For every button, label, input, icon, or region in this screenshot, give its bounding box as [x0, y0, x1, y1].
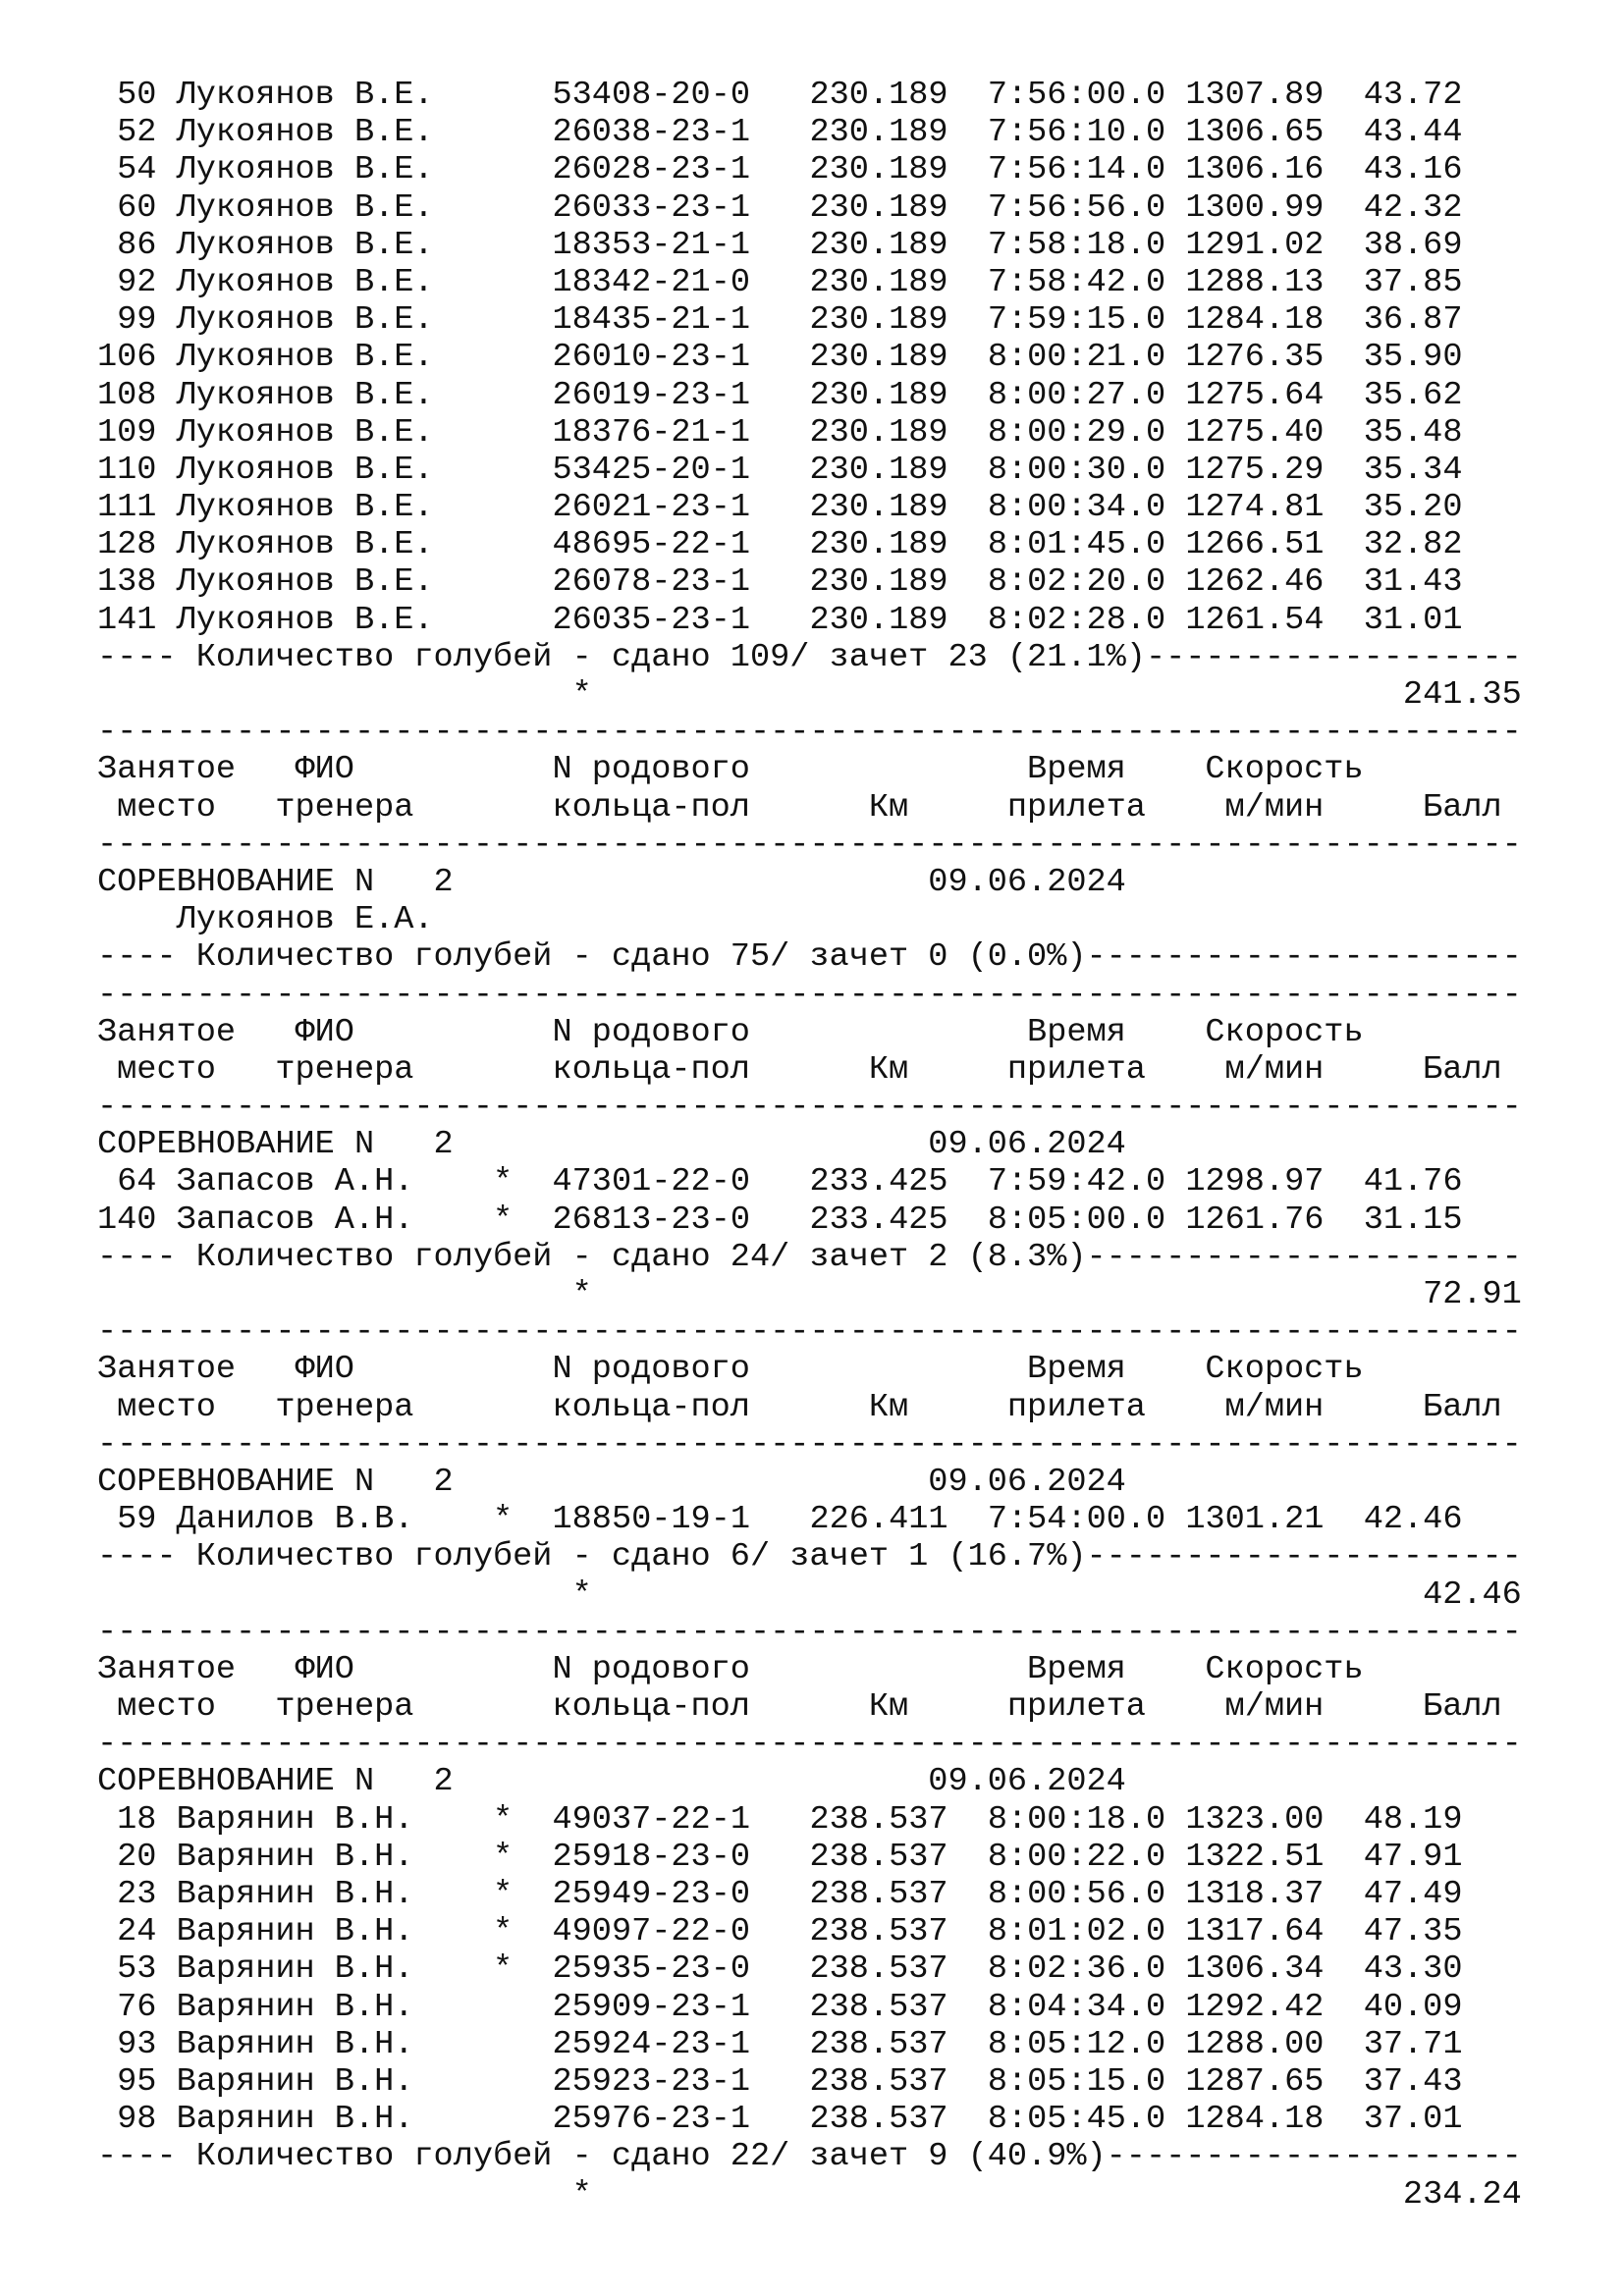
- total-marker: *: [97, 676, 592, 714]
- place: 52: [97, 114, 157, 152]
- place: 24: [97, 1913, 157, 1951]
- place: 98: [97, 2101, 157, 2139]
- total-score: 234.24: [591, 2175, 1522, 2214]
- distance-km: 230.189: [789, 563, 948, 602]
- place: 86: [97, 226, 157, 264]
- place: 95: [97, 2062, 157, 2101]
- control-star: [493, 2101, 513, 2138]
- arrival-time: 8:02:36.0: [987, 1950, 1166, 1989]
- place: 53: [97, 1950, 157, 1989]
- distance-km: 230.189: [789, 451, 948, 489]
- result-row: [97, 526, 1522, 563]
- speed: 1261.54: [1185, 601, 1325, 639]
- score: 32.82: [1343, 526, 1463, 564]
- distance-km: 230.189: [789, 263, 948, 301]
- pigeon-owner-name: Лукоянов В.Е.: [176, 151, 454, 189]
- result-row: [97, 414, 1522, 452]
- ring-number: 18342-21-0: [552, 263, 751, 301]
- pigeon-owner-name: Лукоянов В.Е.: [176, 376, 454, 414]
- distance-km: 230.189: [789, 151, 948, 189]
- arrival-time: 8:05:15.0: [987, 2062, 1166, 2101]
- control-star: [493, 264, 513, 301]
- control-star: *: [493, 1163, 514, 1201]
- score: 37.01: [1343, 2101, 1463, 2139]
- pigeon-owner-name: Лукоянов В.Е.: [176, 263, 454, 301]
- score: 37.71: [1343, 2025, 1463, 2063]
- result-row: [97, 377, 1522, 414]
- ring-number: 26038-23-1: [552, 114, 751, 152]
- distance-km: 230.189: [789, 188, 948, 227]
- speed: 1275.29: [1185, 451, 1325, 489]
- place: 54: [97, 151, 157, 189]
- distance-km: 230.189: [789, 489, 948, 527]
- distance-km: 238.537: [789, 2101, 948, 2139]
- control-star: [493, 526, 513, 563]
- separator-line: ------------------------------------------------------------------------: [97, 976, 1522, 1014]
- distance-km: 230.189: [789, 413, 948, 452]
- result-row: [97, 1201, 1522, 1239]
- control-star: *: [493, 1913, 514, 1951]
- separator-line: ------------------------------------------------------------------------: [97, 1425, 1522, 1464]
- arrival-time: 8:00:21.0: [987, 339, 1166, 377]
- place: 50: [97, 77, 157, 114]
- score: 37.43: [1343, 2062, 1463, 2101]
- score: 35.48: [1343, 413, 1463, 452]
- result-row: [97, 339, 1522, 376]
- pigeon-owner-name: Лукоянов В.Е.: [176, 601, 454, 639]
- place: 108: [97, 376, 157, 414]
- pigeon-owner-name: Лукоянов В.Е.: [176, 339, 454, 377]
- pigeon-owner-name: Лукоянов В.Е.: [176, 301, 454, 340]
- speed: 1318.37: [1185, 1876, 1325, 1913]
- place: 99: [97, 301, 157, 340]
- arrival-time: 7:59:15.0: [987, 301, 1166, 340]
- score: 35.20: [1343, 489, 1463, 527]
- speed: 1323.00: [1185, 1800, 1325, 1839]
- place: 92: [97, 263, 157, 301]
- speed: 1288.00: [1185, 2025, 1325, 2063]
- pigeon-owner-name: Варянин В.Н.: [176, 2101, 454, 2139]
- arrival-time: 7:58:42.0: [987, 263, 1166, 301]
- speed: 1298.97: [1185, 1163, 1325, 1201]
- place: 128: [97, 526, 157, 564]
- ring-number: 25935-23-0: [552, 1950, 751, 1989]
- distance-km: 233.425: [789, 1201, 948, 1239]
- separator-line: ------------------------------------------------------------------------: [97, 1613, 1522, 1651]
- control-star: [493, 114, 513, 151]
- arrival-time: 7:58:18.0: [987, 226, 1166, 264]
- result-row: [97, 189, 1522, 227]
- control-star: [493, 151, 513, 188]
- owner-name-line: Лукоянов Е.А.: [97, 901, 434, 939]
- total-score: 42.46: [591, 1575, 1522, 1614]
- competition-title: СОРЕВНОВАНИЕ N 2 09.06.2024: [97, 863, 1126, 901]
- control-star: [493, 189, 513, 227]
- score: 43.30: [1343, 1950, 1463, 1989]
- result-row: [97, 151, 1522, 188]
- arrival-time: 7:54:00.0: [987, 1501, 1166, 1539]
- arrival-time: 8:00:30.0: [987, 451, 1166, 489]
- place: 141: [97, 601, 157, 639]
- speed: 1292.42: [1185, 1988, 1325, 2026]
- arrival-time: 8:00:29.0: [987, 413, 1166, 452]
- result-row: [97, 2101, 1522, 2138]
- pigeon-owner-name: Лукоянов В.Е.: [176, 451, 454, 489]
- distance-km: 230.189: [789, 526, 948, 564]
- speed: 1276.35: [1185, 339, 1325, 377]
- pigeon-owner-name: Варянин В.Н.: [176, 1950, 454, 1989]
- arrival-time: 8:05:45.0: [987, 2101, 1166, 2139]
- ring-number: 18353-21-1: [552, 226, 751, 264]
- control-star: *: [493, 1876, 514, 1913]
- score: 41.76: [1343, 1163, 1463, 1201]
- total-line: [97, 1576, 1522, 1614]
- control-star: *: [493, 1201, 514, 1239]
- arrival-time: 7:56:00.0: [987, 77, 1166, 114]
- distance-km: 233.425: [789, 1163, 948, 1201]
- distance-km: 230.189: [789, 114, 948, 152]
- separator-line: ------------------------------------------------------------------------: [97, 714, 1522, 752]
- result-row: [97, 489, 1522, 526]
- total-score: 241.35: [591, 676, 1522, 714]
- speed: 1275.64: [1185, 376, 1325, 414]
- total-marker: *: [97, 1575, 592, 1614]
- score: 43.72: [1343, 77, 1463, 114]
- control-star: [493, 377, 513, 414]
- pigeon-owner-name: Данилов В.В.: [176, 1501, 454, 1539]
- speed: 1301.21: [1185, 1501, 1325, 1539]
- control-star: [493, 452, 513, 489]
- speed: 1306.16: [1185, 151, 1325, 189]
- control-star: [493, 489, 513, 526]
- place: 59: [97, 1501, 157, 1539]
- total-line: [97, 676, 1522, 714]
- ring-number: 48695-22-1: [552, 526, 751, 564]
- result-row: [97, 2026, 1522, 2063]
- speed: 1307.89: [1185, 77, 1325, 114]
- control-star: [493, 602, 513, 639]
- place: 20: [97, 1838, 157, 1876]
- separator-line: ------------------------------------------------------------------------: [97, 1313, 1522, 1352]
- pigeon-owner-name: Лукоянов В.Е.: [176, 526, 454, 564]
- ring-number: 49097-22-0: [552, 1913, 751, 1951]
- results-printout: [97, 77, 1522, 2214]
- place: 106: [97, 339, 157, 377]
- ring-number: 26813-23-0: [552, 1201, 751, 1239]
- ring-number: 25976-23-1: [552, 2101, 751, 2139]
- competition-title: СОРЕВНОВАНИЕ N 2 09.06.2024: [97, 1126, 1126, 1164]
- speed: 1322.51: [1185, 1838, 1325, 1876]
- score: 35.34: [1343, 451, 1463, 489]
- score: 35.90: [1343, 339, 1463, 377]
- arrival-time: 8:05:00.0: [987, 1201, 1166, 1239]
- result-row: [97, 114, 1522, 151]
- result-row: [97, 264, 1522, 301]
- pigeon-owner-name: Запасов А.Н.: [176, 1201, 454, 1239]
- result-row: [97, 563, 1522, 601]
- score: 31.43: [1343, 563, 1463, 602]
- distance-km: 238.537: [789, 1913, 948, 1951]
- distance-km: 230.189: [789, 601, 948, 639]
- ring-number: 26019-23-1: [552, 376, 751, 414]
- speed: 1266.51: [1185, 526, 1325, 564]
- control-star: [493, 227, 513, 264]
- result-row: [97, 602, 1522, 639]
- distance-km: 230.189: [789, 301, 948, 340]
- place: 138: [97, 563, 157, 602]
- pigeon-owner-name: Лукоянов В.Е.: [176, 563, 454, 602]
- summary-line: ---- Количество голубей - сдано 6/ зачет 1 (16.7%)----------------------: [97, 1538, 1522, 1576]
- control-star: [493, 2026, 513, 2063]
- pigeon-owner-name: Лукоянов В.Е.: [176, 77, 454, 114]
- summary-line: ---- Количество голубей - сдано 109/ зачет 23 (21.1%)-------------------: [97, 638, 1522, 676]
- score: 38.69: [1343, 226, 1463, 264]
- speed: 1275.40: [1185, 413, 1325, 452]
- pigeon-owner-name: Варянин В.Н.: [176, 1988, 454, 2026]
- distance-km: 238.537: [789, 1950, 948, 1989]
- ring-number: 26028-23-1: [552, 151, 751, 189]
- arrival-time: 8:01:02.0: [987, 1913, 1166, 1951]
- pigeon-owner-name: Лукоянов В.Е.: [176, 226, 454, 264]
- result-row: [97, 1839, 1522, 1876]
- distance-km: 238.537: [789, 1988, 948, 2026]
- column-header-line-2: место тренера кольца-пол Км прилета м/мин Балл: [97, 1388, 1502, 1426]
- place: 140: [97, 1201, 157, 1239]
- separator-line: ------------------------------------------------------------------------: [97, 1726, 1522, 1764]
- arrival-time: 8:04:34.0: [987, 1988, 1166, 2026]
- control-star: [493, 1989, 513, 2026]
- score: 43.16: [1343, 151, 1463, 189]
- place: 60: [97, 188, 157, 227]
- control-star: [493, 301, 513, 339]
- speed: 1262.46: [1185, 563, 1325, 602]
- distance-km: 230.189: [789, 77, 948, 114]
- competition-title: СОРЕВНОВАНИЕ N 2 09.06.2024: [97, 1463, 1126, 1501]
- ring-number: 53425-20-1: [552, 451, 751, 489]
- score: 42.46: [1343, 1501, 1463, 1539]
- column-header-line-1: Занятое ФИО N родового Время Скорость: [97, 1650, 1364, 1688]
- place: 23: [97, 1876, 157, 1913]
- distance-km: 226.411: [789, 1501, 948, 1539]
- score: 31.01: [1343, 601, 1463, 639]
- ring-number: 18435-21-1: [552, 301, 751, 340]
- result-row: [97, 1913, 1522, 1950]
- score: 42.32: [1343, 188, 1463, 227]
- result-row: [97, 452, 1522, 489]
- speed: 1287.65: [1185, 2062, 1325, 2101]
- summary-line: ---- Количество голубей - сдано 75/ зачет 0 (0.0%)----------------------: [97, 938, 1522, 977]
- speed: 1284.18: [1185, 301, 1325, 340]
- ring-number: 49037-22-1: [552, 1800, 751, 1839]
- score: 37.85: [1343, 263, 1463, 301]
- result-row: [97, 1801, 1522, 1839]
- speed: 1261.76: [1185, 1201, 1325, 1239]
- total-marker: *: [97, 1276, 592, 1313]
- distance-km: 238.537: [789, 2062, 948, 2101]
- pigeon-owner-name: Лукоянов В.Е.: [176, 188, 454, 227]
- ring-number: 18850-19-1: [552, 1501, 751, 1539]
- speed: 1300.99: [1185, 188, 1325, 227]
- pigeon-owner-name: Варянин В.Н.: [176, 1838, 454, 1876]
- arrival-time: 8:02:28.0: [987, 601, 1166, 639]
- total-line: [97, 2176, 1522, 2214]
- ring-number: 47301-22-0: [552, 1163, 751, 1201]
- place: 93: [97, 2025, 157, 2063]
- distance-km: 238.537: [789, 1838, 948, 1876]
- score: 47.35: [1343, 1913, 1463, 1951]
- speed: 1274.81: [1185, 489, 1325, 527]
- result-row: [97, 1876, 1522, 1913]
- summary-line: ---- Количество голубей - сдано 22/ зачет 9 (40.9%)---------------------: [97, 2138, 1522, 2176]
- separator-line: ------------------------------------------------------------------------: [97, 1089, 1522, 1127]
- distance-km: 230.189: [789, 226, 948, 264]
- control-star: *: [493, 1501, 514, 1539]
- control-star: [493, 77, 513, 114]
- pigeon-owner-name: Лукоянов В.Е.: [176, 489, 454, 527]
- control-star: [493, 2063, 513, 2101]
- result-row: [97, 1501, 1522, 1538]
- distance-km: 238.537: [789, 2025, 948, 2063]
- arrival-time: 7:56:14.0: [987, 151, 1166, 189]
- distance-km: 238.537: [789, 1800, 948, 1839]
- score: 35.62: [1343, 376, 1463, 414]
- pigeon-owner-name: Лукоянов В.Е.: [176, 413, 454, 452]
- ring-number: 25924-23-1: [552, 2025, 751, 2063]
- column-header-line-1: Занятое ФИО N родового Время Скорость: [97, 751, 1364, 789]
- column-header-line-2: место тренера кольца-пол Км прилета м/мин Балл: [97, 788, 1502, 827]
- competition-title: СОРЕВНОВАНИЕ N 2 09.06.2024: [97, 1763, 1126, 1801]
- ring-number: 25923-23-1: [552, 2062, 751, 2101]
- place: 64: [97, 1163, 157, 1201]
- column-header-line-1: Занятое ФИО N родового Время Скорость: [97, 1351, 1364, 1389]
- column-header-line-2: место тренера кольца-пол Км прилета м/мин Балл: [97, 1688, 1502, 1727]
- ring-number: 26021-23-1: [552, 489, 751, 527]
- result-row: [97, 77, 1522, 114]
- speed: 1306.65: [1185, 114, 1325, 152]
- ring-number: 26010-23-1: [552, 339, 751, 377]
- result-row: [97, 1950, 1522, 1988]
- summary-line: ---- Количество голубей - сдано 24/ зачет 2 (8.3%)----------------------: [97, 1238, 1522, 1276]
- control-star: *: [493, 1800, 514, 1839]
- control-star: [493, 339, 513, 376]
- score: 31.15: [1343, 1201, 1463, 1239]
- ring-number: 18376-21-1: [552, 413, 751, 452]
- place: 76: [97, 1988, 157, 2026]
- place: 111: [97, 489, 157, 527]
- result-row: [97, 1989, 1522, 2026]
- total-marker: *: [97, 2175, 592, 2214]
- arrival-time: 8:05:12.0: [987, 2025, 1166, 2063]
- score: 43.44: [1343, 114, 1463, 152]
- control-star: *: [493, 1950, 514, 1989]
- arrival-time: 8:00:34.0: [987, 489, 1166, 527]
- ring-number: 26035-23-1: [552, 601, 751, 639]
- speed: 1317.64: [1185, 1913, 1325, 1951]
- ring-number: 25918-23-0: [552, 1838, 751, 1876]
- arrival-time: 8:01:45.0: [987, 526, 1166, 564]
- arrival-time: 7:56:56.0: [987, 188, 1166, 227]
- score: 36.87: [1343, 301, 1463, 340]
- place: 110: [97, 451, 157, 489]
- arrival-time: 8:00:22.0: [987, 1838, 1166, 1876]
- speed: 1306.34: [1185, 1950, 1325, 1989]
- ring-number: 25909-23-1: [552, 1988, 751, 2026]
- pigeon-owner-name: Варянин В.Н.: [176, 1913, 454, 1951]
- column-header-line-1: Занятое ФИО N родового Время Скорость: [97, 1013, 1364, 1051]
- result-row: [97, 2063, 1522, 2101]
- total-score: 72.91: [591, 1276, 1522, 1313]
- control-star: *: [493, 1838, 514, 1876]
- place: 18: [97, 1800, 157, 1839]
- total-line: [97, 1276, 1522, 1313]
- arrival-time: 8:02:20.0: [987, 563, 1166, 602]
- pigeon-owner-name: Варянин В.Н.: [176, 2062, 454, 2101]
- arrival-time: 7:56:10.0: [987, 114, 1166, 152]
- control-star: [493, 563, 513, 601]
- separator-line: ------------------------------------------------------------------------: [97, 826, 1522, 864]
- speed: 1288.13: [1185, 263, 1325, 301]
- pigeon-owner-name: Лукоянов В.Е.: [176, 114, 454, 152]
- arrival-time: 8:00:27.0: [987, 376, 1166, 414]
- score: 40.09: [1343, 1988, 1463, 2026]
- pigeon-owner-name: Варянин В.Н.: [176, 1876, 454, 1913]
- result-row: [97, 227, 1522, 264]
- arrival-time: 7:59:42.0: [987, 1163, 1166, 1201]
- ring-number: 53408-20-0: [552, 77, 751, 114]
- place: 109: [97, 413, 157, 452]
- arrival-time: 8:00:56.0: [987, 1876, 1166, 1913]
- ring-number: 26078-23-1: [552, 563, 751, 602]
- speed: 1291.02: [1185, 226, 1325, 264]
- pigeon-owner-name: Варянин В.Н.: [176, 1800, 454, 1839]
- pigeon-owner-name: Варянин В.Н.: [176, 2025, 454, 2063]
- distance-km: 238.537: [789, 1876, 948, 1913]
- speed: 1284.18: [1185, 2101, 1325, 2139]
- control-star: [493, 414, 513, 452]
- result-row: [97, 301, 1522, 339]
- column-header-line-2: место тренера кольца-пол Км прилета м/мин Балл: [97, 1050, 1502, 1089]
- score: 47.91: [1343, 1838, 1463, 1876]
- score: 47.49: [1343, 1876, 1463, 1913]
- result-row: [97, 1163, 1522, 1201]
- ring-number: 26033-23-1: [552, 188, 751, 227]
- distance-km: 230.189: [789, 376, 948, 414]
- score: 48.19: [1343, 1800, 1463, 1839]
- ring-number: 25949-23-0: [552, 1876, 751, 1913]
- arrival-time: 8:00:18.0: [987, 1800, 1166, 1839]
- distance-km: 230.189: [789, 339, 948, 377]
- pigeon-owner-name: Запасов А.Н.: [176, 1163, 454, 1201]
